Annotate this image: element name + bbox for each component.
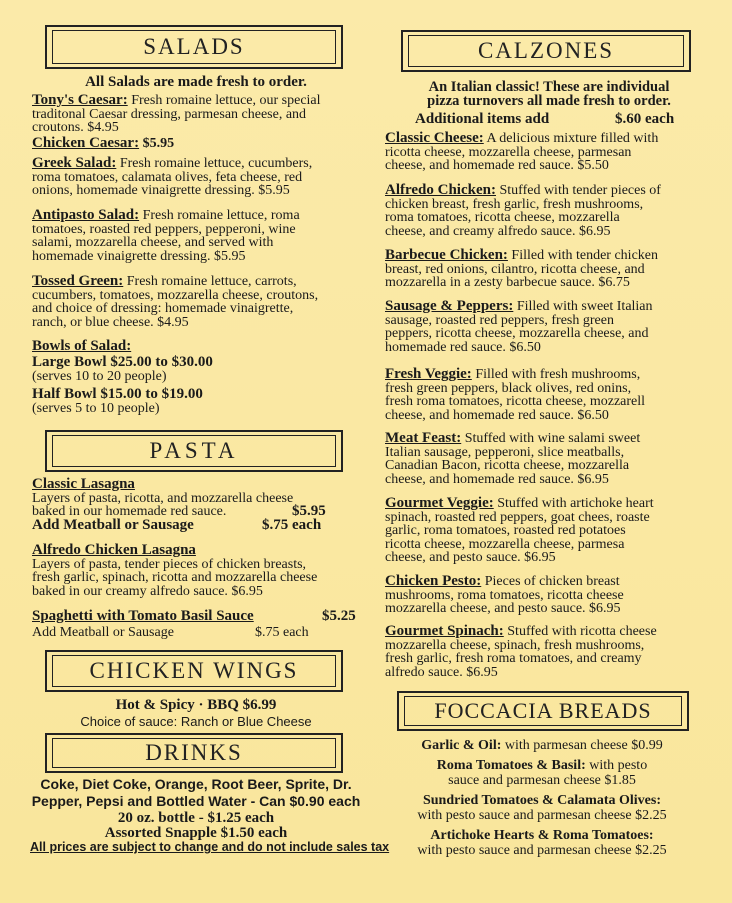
drinks-line: Assorted Snapple $1.50 each [104,825,288,841]
calzone-name: Alfredo Chicken: [385,182,496,198]
wings-line2: Choice of sauce: Ranch or Blue Cheese [80,714,312,729]
drinks-line: Coke, Diet Coke, Orange, Root Beer, Sprite, Dr. [40,776,352,792]
calzone-sausage-peppers [385,300,653,354]
calzone-desc-line: mozzarella cheese, spinach, fresh mushrooms, [385,637,645,653]
calzone-fresh-veggie [385,368,645,422]
calzone-name: Sausage & Peppers: [385,298,514,314]
calzone-desc-line: cheese, and homemade red sauce. $6.95 [385,471,609,487]
salad-bowls [32,340,213,416]
salad-desc-line: homemade vinaigrette dressing. $5.95 [32,248,246,264]
chicken-wings-header [45,650,343,692]
calzone-desc-line: Filled with tender chicken [507,248,658,263]
calzone-desc-line: Filled with sweet Italian [513,299,653,314]
drinks-header [45,733,343,773]
drinks-list [30,776,362,810]
calzone-desc-line: cheese, and pesto sauce. $6.95 [385,550,556,565]
salad-desc-line: Fresh romaine lettuce, our special [127,93,321,108]
salad-price: $5.95 [139,136,175,151]
calzone-chicken-pesto [385,575,624,616]
salad-desc-line: traditonal Caesar dressing, parmesan cheese, and [32,106,307,122]
calzone-name: Gourmet Veggie: [385,495,494,511]
salad-desc-line: Fresh romaine lettuce, cucumbers, [116,156,313,171]
calzone-desc-line: Stuffed with wine salami sweet [461,431,641,446]
calzone-desc-line: Filled with fresh mushrooms, [471,367,641,382]
wings-line1: Hot & Spicy · BBQ $6.99 [115,697,277,713]
foccacia-desc: sauce and parmesan cheese $1.85 [448,773,636,788]
pasta-spaghetti [32,610,362,639]
pasta-price: $5.25 [322,608,356,624]
pasta-alfredo-lasagna [32,544,317,598]
salad-desc-line: cucumbers, tomatoes, mozzarella cheese, croutons, [32,287,319,303]
calzone-desc-line: Stuffed with ricotta cheese [503,624,657,639]
pasta-name: Alfredo Chicken Lasagna [32,542,196,558]
foccacia-items [383,738,701,858]
calzone-desc-line: fresh roma tomatoes, ricotta cheese, mozzarell [385,394,646,409]
calzone-name: Barbecue Chicken: [385,247,508,263]
pasta-name: Spaghetti with Tomato Basil Sauce [32,608,254,624]
foccacia-name: Sundried Tomatoes & Calamata Olives: [422,793,661,808]
additional-price: $.60 each [615,111,675,127]
pasta-header [45,430,343,472]
calzone-desc-line: fresh green peppers, black olives, red onins, [385,380,632,396]
calzone-desc-line: Canadian Bacon, ricotta cheese, mozzarella [385,458,630,473]
calzone-desc-line: Stuffed with artichoke heart [493,496,654,511]
salad-desc-line: onions, homemade vinaigrette dressing. $5.95 [32,183,290,198]
drinks-bottles [30,811,362,841]
foccacia-title: FOCCACIA BREADS [434,698,652,723]
foccacia-artichoke [383,828,701,858]
calzone-barbecue-chicken [385,249,658,290]
pasta-desc-line: baked in our homemade red sauce. [32,504,227,519]
salads-header [45,25,343,69]
calzones-title: CALZONES [477,38,615,63]
chicken-wings-title: CHICKEN WINGS [89,658,299,683]
pasta-price: $5.95 [292,503,326,519]
salad-desc-line: croutons. $4.95 [32,120,119,135]
calzone-desc-line: homemade red sauce. $6.50 [385,339,541,355]
calzone-desc-line: Italian sausage, pepperoni, slice meatballs, [385,444,625,460]
calzone-desc-line: peppers, ricotta cheese, mozzarella cheese, and [385,326,649,341]
calzone-name: Gourmet Spinach: [385,623,504,639]
calzone-desc-line: mozzarella cheese, and pesto sauce. $6.95 [385,601,621,616]
salad-desc-line: tomatoes, roasted red peppers, pepperoni, wine [32,221,296,237]
pasta-addon: Add Meatball or Sausage [32,624,174,640]
calzone-desc-line: mozzarella in a zesty barbecue sauce. $6.75 [385,275,630,290]
salad-name: Greek Salad: [32,155,117,171]
bowls-title: Bowls of Salad: [32,338,132,354]
calzone-desc-line: ricotta cheese, mozzarella cheese, parmesa [385,536,625,552]
foccacia-header [397,691,689,731]
foccacia-name: Garlic & Oil: [421,738,502,753]
price-notice: All prices are subject to change and do not include sales tax [30,840,390,854]
salad-desc-line: Fresh romaine lettuce, roma [139,208,300,223]
salads-title: SALADS [143,34,245,59]
pasta-addon-price: $.75 each [262,516,322,533]
drinks-line: Pepper, Pepsi and Bottled Water - Can $0.90 each [31,793,361,809]
calzones-intro [383,80,715,108]
calzone-desc-line: fresh garlic, fresh roma tomatoes, and creamy [385,651,642,666]
calzone-meat-feast [385,432,640,486]
salad-tossed-green [32,275,318,329]
foccacia-desc: with parmesan cheese $0.99 [501,738,663,753]
salad-name: Antipasto Salad: [32,207,140,223]
calzone-desc-line: cheese, and homemade red sauce. $6.50 [385,407,609,423]
salads-intro: All Salads are made fresh to order. [85,74,307,90]
calzone-desc-line: garlic, roma tomatoes, roasted red potatoes [385,523,626,538]
drinks-line: 20 oz. bottle - $1.25 each [117,810,275,826]
salad-desc-line: and choice of dressing: homemade vinaigrette, [32,301,294,316]
salad-desc-line: roma tomatoes, calamata olives, feta cheese, red [32,169,303,185]
calzone-desc-line: mushrooms, roma tomatoes, ricotta cheese [385,587,624,603]
foccacia-name: Roma Tomatoes & Basil: [436,758,586,773]
salad-name: Tony's Caesar: [32,92,128,108]
pasta-desc-line: Layers of pasta, ricotta, and mozzarella cheese [32,490,294,506]
calzone-desc-line: cheese, and homemade red sauce. $5.50 [385,158,609,173]
calzone-name: Classic Cheese: [385,130,484,146]
calzone-desc-line: roma tomatoes, ricotta cheese, mozzarella [385,210,620,225]
pasta-desc-line: Layers of pasta, tender pieces of chicken breasts, [32,556,307,572]
pasta-name: Classic Lasagna [32,476,135,492]
calzone-desc-line: breast, red onions, cilantro, ricotta cheese, and [385,261,645,277]
pasta-addon-price: $.75 each [255,624,309,640]
calzone-desc-line: cheese, and creamy alfredo sauce. $6.95 [385,223,611,239]
calzones-intro-line: An Italian classic! These are individual [428,79,670,95]
calzone-name: Chicken Pesto: [385,573,482,589]
calzone-desc-line: ricotta cheese, mozzarella cheese, parmesan [385,144,632,160]
calzone-desc-line: Stuffed with tender pieces of [495,183,661,198]
salad-desc-line: ranch, or blue cheese. $4.95 [32,314,189,330]
calzone-name: Fresh Veggie: [385,366,472,382]
pasta-desc-line: baked in our creamy alfredo sauce. $6.95 [32,583,263,599]
salad-chicken-caesar [32,137,174,151]
calzone-desc-line: A delicious mixture filled with [483,131,659,146]
foccacia-sundried [383,793,701,823]
salad-desc-line: Fresh romaine lettuce, carrots, [123,274,297,289]
calzone-alfredo-chicken [385,184,661,238]
salad-greek [32,157,312,198]
calzone-desc-line: chicken breast, fresh garlic, fresh mushrooms, [385,196,644,212]
large-bowl: Large Bowl $25.00 to $30.00 [32,353,213,370]
pasta-addon: Add Meatball or Sausage [32,516,194,533]
calzones-header [401,30,691,72]
calzone-desc-line: sausage, roasted red peppers, fresh green [385,312,614,328]
calzone-gourmet-veggie [385,497,654,565]
foccacia-name: Artichoke Hearts & Roma Tomatoes: [430,828,654,843]
foccacia-desc: with pesto [585,758,648,773]
calzone-name: Meat Feast: [385,430,462,446]
foccacia-desc: with pesto sauce and parmesan cheese $2.25 [417,808,667,823]
large-bowl-serves: (serves 10 to 20 people) [32,369,167,384]
foccacia-garlic-oil [383,738,701,753]
salad-antipasto [32,209,300,263]
calzone-desc-line: Pieces of chicken breast [481,574,620,589]
foccacia-desc: with pesto sauce and parmesan cheese $2.25 [417,843,667,858]
salad-tonys-caesar [32,94,321,135]
salad-name: Chicken Caesar: [32,135,140,151]
calzone-gourmet-spinach [385,625,657,679]
pasta-classic-lasagna [32,478,362,532]
pasta-desc-line: fresh garlic, spinach, ricotta and mozzarella cheese [32,570,318,585]
calzone-desc-line: alfredo sauce. $6.95 [385,664,498,680]
additional-label: Additional items add [415,111,550,127]
calzones-intro-line: pizza turnovers all made fresh to order. [427,93,671,109]
half-bowl: Half Bowl $15.00 to $19.00 [32,385,203,402]
salad-desc-line: salami, mozzarella cheese, and served with [32,235,274,250]
calzone-classic-cheese [385,132,658,173]
foccacia-roma-basil [383,758,701,788]
salad-name: Tossed Green: [32,273,124,289]
half-bowl-serves: (serves 5 to 10 people) [32,401,160,416]
pasta-title: PASTA [149,438,239,463]
drinks-title: DRINKS [145,740,243,765]
calzone-desc-line: spinach, roasted red peppers, goat chees, roaste [385,509,650,525]
